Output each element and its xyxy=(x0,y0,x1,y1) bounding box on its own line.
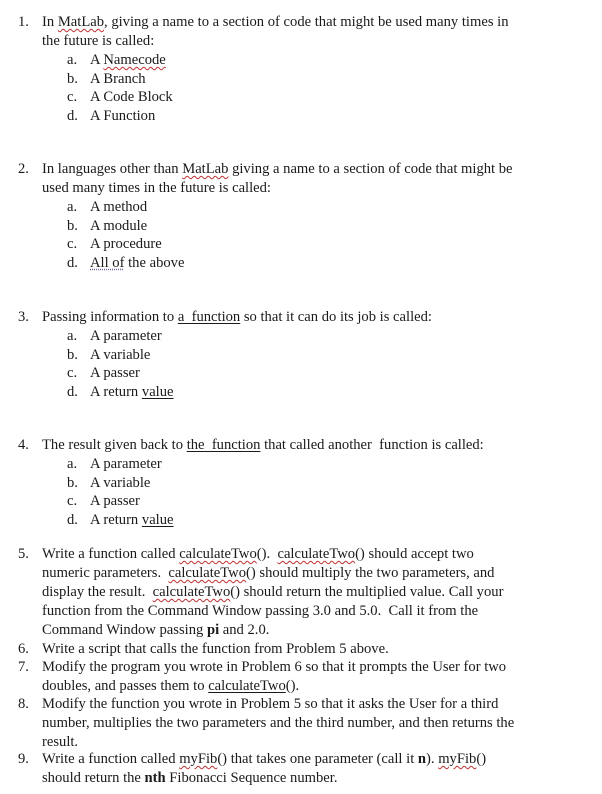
option-b xyxy=(0,346,580,365)
option-letter: d. xyxy=(67,511,78,528)
spellcheck-word: calculateTwo xyxy=(152,584,231,600)
text: Modify the function you wrote in Problem 5 so that it asks the User for a third xyxy=(42,696,499,712)
text: A return xyxy=(90,511,142,528)
question-3-stem xyxy=(0,308,580,327)
option-letter: c. xyxy=(67,89,78,105)
text: A method xyxy=(90,199,148,215)
text: () xyxy=(246,565,256,581)
question-number: 5. xyxy=(18,546,29,562)
text: function from the Command Window passing 3.0 and 5.0. Call it from the xyxy=(42,603,479,619)
text: Modify the program you wrote in Problem 6 so that it prompts the User for two xyxy=(42,659,507,675)
spellcheck-word: myFib xyxy=(179,751,218,767)
question-4 xyxy=(0,436,580,529)
question-9-text xyxy=(0,750,580,788)
text: . xyxy=(266,546,278,562)
question-number: 1. xyxy=(18,14,29,30)
option-letter: b. xyxy=(67,474,78,491)
text: should return the multiplied value. Call your xyxy=(239,584,504,600)
underlined-text: value xyxy=(141,383,174,400)
text: the future is called: xyxy=(42,33,155,49)
option-letter: b. xyxy=(67,70,78,87)
text: A return xyxy=(90,383,142,400)
text: should accept two xyxy=(364,546,474,562)
text: should multiply the two parameters, and xyxy=(255,565,495,581)
text: A module xyxy=(90,217,148,234)
question-8 xyxy=(0,695,580,752)
option-d xyxy=(0,254,580,273)
text: and 2.0. xyxy=(219,622,270,638)
text: In languages other than xyxy=(42,161,183,177)
option-d xyxy=(0,107,580,126)
text: the above xyxy=(124,254,185,271)
text: () xyxy=(476,751,487,767)
question-7 xyxy=(0,658,580,696)
text: should return the xyxy=(42,770,145,786)
underlined-text: a function xyxy=(177,309,241,325)
question-number: 7. xyxy=(18,659,29,675)
text: A parameter xyxy=(90,456,162,472)
text: used many times in the future is called: xyxy=(42,180,271,196)
option-a xyxy=(0,327,580,346)
text: that called another function is called: xyxy=(260,437,484,453)
text: (). xyxy=(285,678,300,694)
option-letter: a. xyxy=(67,199,78,215)
option-c xyxy=(0,88,580,107)
option-b xyxy=(0,70,580,89)
text: () xyxy=(256,546,267,562)
underlined-text: calculateTwo xyxy=(208,678,286,694)
text: A Branch xyxy=(90,70,146,87)
option-letter: d. xyxy=(67,254,78,271)
option-a xyxy=(0,51,580,70)
text: that takes one parameter (call it xyxy=(227,751,418,767)
question-5 xyxy=(0,545,580,640)
question-number: 8. xyxy=(18,696,29,712)
text: Write a function called xyxy=(42,751,180,767)
question-4-options xyxy=(0,455,580,529)
question-1-stem xyxy=(0,13,580,51)
bold-text: pi xyxy=(206,622,220,638)
option-letter: c. xyxy=(67,493,78,509)
text: A Function xyxy=(90,107,156,124)
text: A procedure xyxy=(90,236,162,252)
text: Command Window passing xyxy=(42,622,207,638)
option-letter: d. xyxy=(67,107,78,124)
spellcheck-word: calculateTwo xyxy=(277,546,356,562)
option-letter: c. xyxy=(67,365,78,381)
question-2-stem xyxy=(0,160,580,198)
question-6-text xyxy=(0,640,580,659)
question-number: 6. xyxy=(18,641,29,657)
option-c xyxy=(0,492,580,511)
question-number: 9. xyxy=(18,751,29,767)
text: () xyxy=(217,751,228,767)
spellcheck-word: calculateTwo xyxy=(179,546,257,562)
question-1 xyxy=(0,13,580,125)
option-c xyxy=(0,235,580,254)
text: () xyxy=(355,546,365,562)
option-b xyxy=(0,474,580,493)
text: display the result. xyxy=(42,584,153,600)
bold-text: nth xyxy=(144,770,166,786)
question-6 xyxy=(0,640,580,659)
text: A variable xyxy=(90,474,151,491)
question-3-options xyxy=(0,327,580,401)
spellcheck-word: calculateTwo xyxy=(168,565,247,581)
text: Passing information to xyxy=(42,309,178,325)
question-2 xyxy=(0,160,580,272)
spellcheck-word: MatLab xyxy=(182,161,229,177)
question-number: 3. xyxy=(18,309,29,325)
text: Write a function called xyxy=(42,546,180,562)
question-7-text xyxy=(0,658,580,696)
question-1-options xyxy=(0,51,580,125)
text: ). xyxy=(426,751,439,767)
text: In xyxy=(42,14,58,30)
question-4-stem xyxy=(0,436,580,455)
text: Write a script that calls the function from Problem 5 above. xyxy=(42,641,389,657)
option-letter: a. xyxy=(67,328,78,344)
text: The result given back to xyxy=(42,437,187,453)
text: giving a name to a section of code that might be xyxy=(228,161,513,177)
bold-text: n xyxy=(417,751,427,767)
text: numeric parameters. xyxy=(42,565,169,581)
option-d xyxy=(0,383,580,402)
option-b xyxy=(0,217,580,236)
text: A parameter xyxy=(90,328,162,344)
text: doubles, and passes them to xyxy=(42,678,209,694)
text: A Code Block xyxy=(90,89,173,105)
text: , giving a name to a section of code that might be used many times in xyxy=(104,14,509,30)
option-letter: a. xyxy=(67,52,78,68)
text: A passer xyxy=(90,365,140,381)
question-number: 4. xyxy=(18,437,29,453)
text: result. xyxy=(42,734,79,750)
spellcheck-word: myFib xyxy=(438,751,477,767)
text: number, multiplies the two parameters and the third number, and then returns the xyxy=(42,715,515,731)
option-letter: b. xyxy=(67,217,78,234)
spellcheck-word: MatLab xyxy=(57,14,105,30)
question-3 xyxy=(0,308,580,401)
text: Fibonacci Sequence number. xyxy=(165,770,338,786)
question-8-text xyxy=(0,695,580,752)
question-9 xyxy=(0,750,580,788)
option-a xyxy=(0,198,580,217)
option-a xyxy=(0,455,580,474)
option-letter: d. xyxy=(67,383,78,400)
text: A xyxy=(90,52,104,68)
question-number: 2. xyxy=(18,161,29,177)
text: () xyxy=(230,584,240,600)
question-5-text xyxy=(0,545,580,640)
underlined-text: value xyxy=(141,511,174,528)
option-c xyxy=(0,364,580,383)
grammar-flag: All of xyxy=(90,254,125,271)
text: so that it can do its job is called: xyxy=(240,309,432,325)
option-letter: a. xyxy=(67,456,78,472)
option-letter: c. xyxy=(67,236,78,252)
question-2-options xyxy=(0,198,580,272)
spellcheck-word: Namecode xyxy=(103,52,166,68)
option-letter: b. xyxy=(67,346,78,363)
text: A passer xyxy=(90,493,140,509)
text: A variable xyxy=(90,346,151,363)
option-d xyxy=(0,511,580,530)
underlined-text: the function xyxy=(186,437,261,453)
